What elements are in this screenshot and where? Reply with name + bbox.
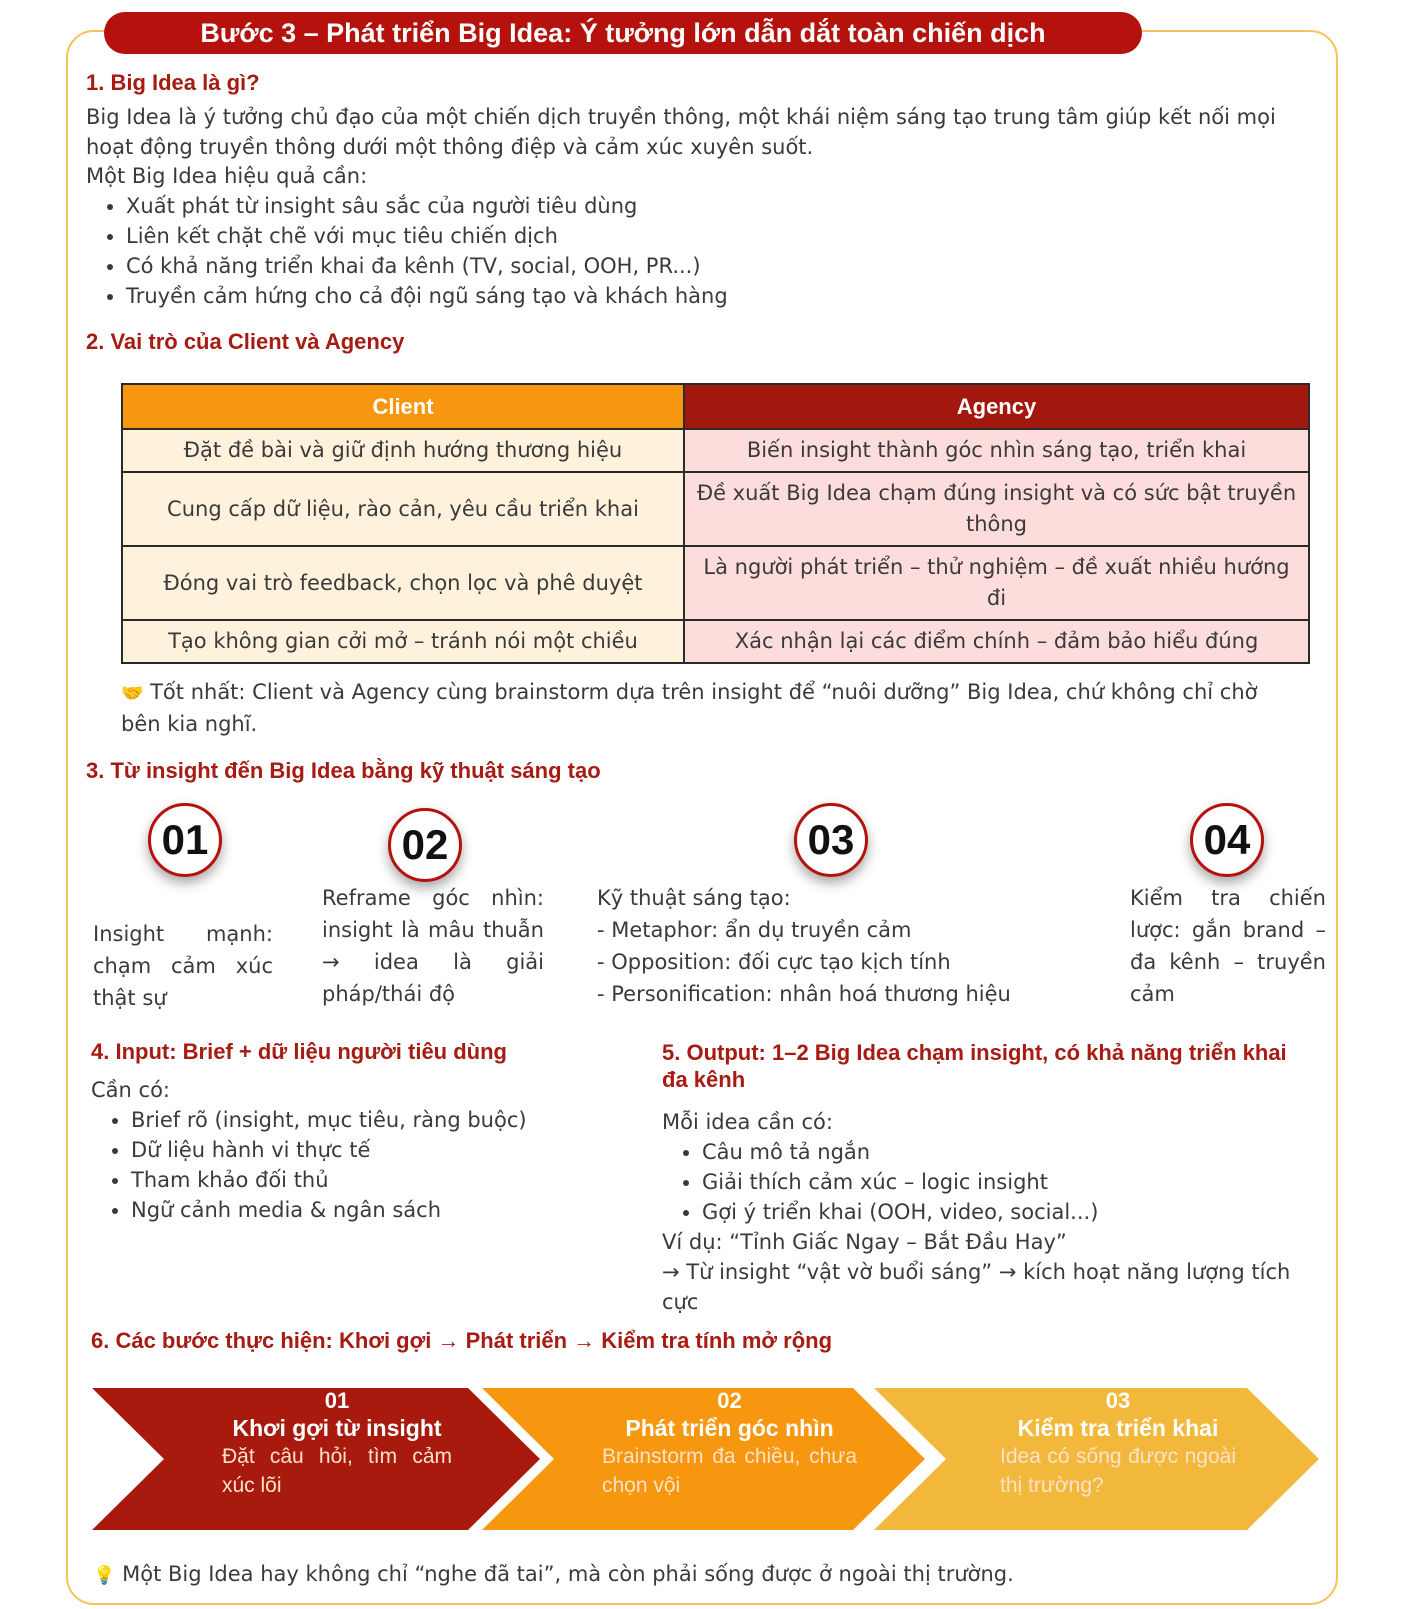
table-row <box>122 546 1309 620</box>
arrow-title: Kiểm tra triển khai <box>1017 1415 1219 1441</box>
step-text-03 <box>597 882 1097 1010</box>
section1-bullets <box>86 191 1086 311</box>
arrow-text <box>602 1388 857 1500</box>
table-cell-agency: Đề xuất Big Idea chạm đúng insight và có sức bật truyền thông <box>684 472 1309 546</box>
table-cell-agency: Là người phát triển – thử nghiệm – đề xuất nhiều hướng đi <box>684 546 1309 620</box>
arrow-text <box>222 1388 452 1500</box>
collaboration-note-text: Tốt nhất: Client và Agency cùng brainstorm dựa trên insight để “nuôi dưỡng” Big Idea, chứ không chỉ chờ bên kia nghĩ. <box>121 680 1258 736</box>
step-text-04: Kiểm tra chiến lược: gắn brand – đa kênh – truyền cảm <box>1130 886 1326 1006</box>
table-cell-client: Tạo không gian cởi mở – tránh nói một chiều <box>122 620 684 663</box>
table-cell-agency: Xác nhận lại các điểm chính – đảm bảo hiểu đúng <box>684 620 1309 663</box>
section5-heading: 5. Output: 1–2 Big Idea chạm insight, có khả năng triển khai đa kênh <box>662 1040 1287 1092</box>
bullet-item: • Dữ liệu hành vi thực tế <box>131 1135 651 1165</box>
table-header-row <box>122 384 1309 429</box>
section2-heading: 2. Vai trò của Client và Agency <box>86 329 405 354</box>
footer-note <box>93 1559 1293 1591</box>
process-arrow-01 <box>92 1388 540 1530</box>
section5-example-note: → Từ insight “vật vờ buổi sáng” → kích hoạt năng lượng tích cực <box>662 1260 1291 1314</box>
arrow-number: 02 <box>717 1388 742 1413</box>
step-number-01: 01 <box>148 803 222 877</box>
bullet-item: • Truyền cảm hứng cho cả đội ngũ sáng tạo và khách hàng <box>126 281 1086 311</box>
section4-bullets <box>91 1105 651 1225</box>
bullet-item: • Gợi ý triển khai (OOH, video, social...) <box>702 1197 1302 1227</box>
column-header-agency: Agency <box>684 384 1309 429</box>
arrow-text <box>1000 1388 1236 1500</box>
arrow-desc: Brainstorm đa chiều, chưa chọn vội <box>602 1445 857 1497</box>
section5-lead: Mỗi idea cần có: <box>662 1110 833 1134</box>
bullet-item: • Tham khảo đối thủ <box>131 1165 651 1195</box>
column-header-client: Client <box>122 384 684 429</box>
section4-heading: 4. Input: Brief + dữ liệu người tiêu dùng <box>91 1039 507 1064</box>
table-row <box>122 472 1309 546</box>
step-03-line: - Metaphor: ẩn dụ truyền cảm <box>597 918 912 942</box>
process-arrow-02 <box>482 1388 925 1530</box>
section5-bullets <box>662 1137 1302 1227</box>
footer-note-text: Một Big Idea hay không chỉ “nghe đã tai”, mà còn phải sống được ở ngoài thị trường. <box>122 1562 1014 1586</box>
bullet-item: • Brief rõ (insight, mục tiêu, ràng buộc) <box>131 1105 651 1135</box>
roles-table <box>121 383 1310 664</box>
section3-heading: 3. Từ insight đến Big Idea bằng kỹ thuật sáng tạo <box>86 758 601 783</box>
step-03-line: - Opposition: đối cực tạo kịch tính <box>597 950 951 974</box>
arrow-number: 03 <box>1105 1388 1131 1413</box>
section4-lead: Cần có: <box>91 1078 170 1102</box>
lightbulb-icon: 💡 <box>93 1565 116 1586</box>
bullet-item: • Xuất phát từ insight sâu sắc của người tiêu dùng <box>126 191 1086 221</box>
arrow-number: 01 <box>324 1388 350 1413</box>
bullet-item: • Có khả năng triển khai đa kênh (TV, social, OOH, PR...) <box>126 251 1086 281</box>
bullet-item: • Ngữ cảnh media & ngân sách <box>131 1195 651 1225</box>
arrow-desc: Idea có sống được ngoài thị trường? <box>1000 1445 1236 1497</box>
arrow-title: Khơi gợi từ insight <box>232 1415 442 1441</box>
section1-paragraph: Big Idea là ý tưởng chủ đạo của một chiến dịch truyền thông, một khái niệm sáng tạo trung tâm giúp kết nối mọi hoạt động truyền thông dưới một thông điệp và cảm xúc xuyên suốt. <box>86 105 1276 159</box>
step-03-line: Kỹ thuật sáng tạo: <box>597 886 791 910</box>
collaboration-note <box>121 677 1271 739</box>
bullet-item: • Liên kết chặt chẽ với mục tiêu chiến dịch <box>126 221 1086 251</box>
handshake-icon: 🤝 <box>121 683 144 704</box>
step-03-line: - Personification: nhân hoá thương hiệu <box>597 982 1011 1006</box>
step-text-02: Reframe góc nhìn: insight là mâu thuẫn → idea là giải pháp/thái độ <box>322 886 544 1006</box>
table-row <box>122 429 1309 472</box>
table-cell-client: Đặt đề bài và giữ định hướng thương hiệu <box>122 429 684 472</box>
section6-heading: 6. Các bước thực hiện: Khơi gợi → Phát triển → Kiểm tra tính mở rộng <box>91 1328 833 1353</box>
step-number-04: 04 <box>1190 803 1264 877</box>
step-text-01: Insight mạnh: chạm cảm xúc thật sự <box>93 922 273 1010</box>
page-title: Bước 3 – Phát triển Big Idea: Ý tưởng lớn dẫn dắt toàn chiến dịch <box>104 12 1142 54</box>
arrow-title: Phát triển góc nhìn <box>625 1415 834 1441</box>
step-number-03: 03 <box>794 803 868 877</box>
section1-heading: 1. Big Idea là gì? <box>86 70 260 95</box>
section5-example: Ví dụ: “Tỉnh Giấc Ngay – Bắt Đầu Hay” <box>662 1230 1067 1254</box>
table-row <box>122 620 1309 663</box>
arrow-desc: Đặt câu hỏi, tìm cảm xúc lõi <box>222 1445 452 1497</box>
process-arrow-03 <box>874 1388 1319 1530</box>
bullet-item: • Giải thích cảm xúc – logic insight <box>702 1167 1302 1197</box>
step-number-02: 02 <box>388 808 462 882</box>
section1-lead: Một Big Idea hiệu quả cần: <box>86 164 368 188</box>
table-cell-client: Đóng vai trò feedback, chọn lọc và phê duyệt <box>122 546 684 620</box>
table-cell-agency: Biến insight thành góc nhìn sáng tạo, triển khai <box>684 429 1309 472</box>
bullet-item: • Câu mô tả ngắn <box>702 1137 1302 1167</box>
table-cell-client: Cung cấp dữ liệu, rào cản, yêu cầu triển khai <box>122 472 684 546</box>
